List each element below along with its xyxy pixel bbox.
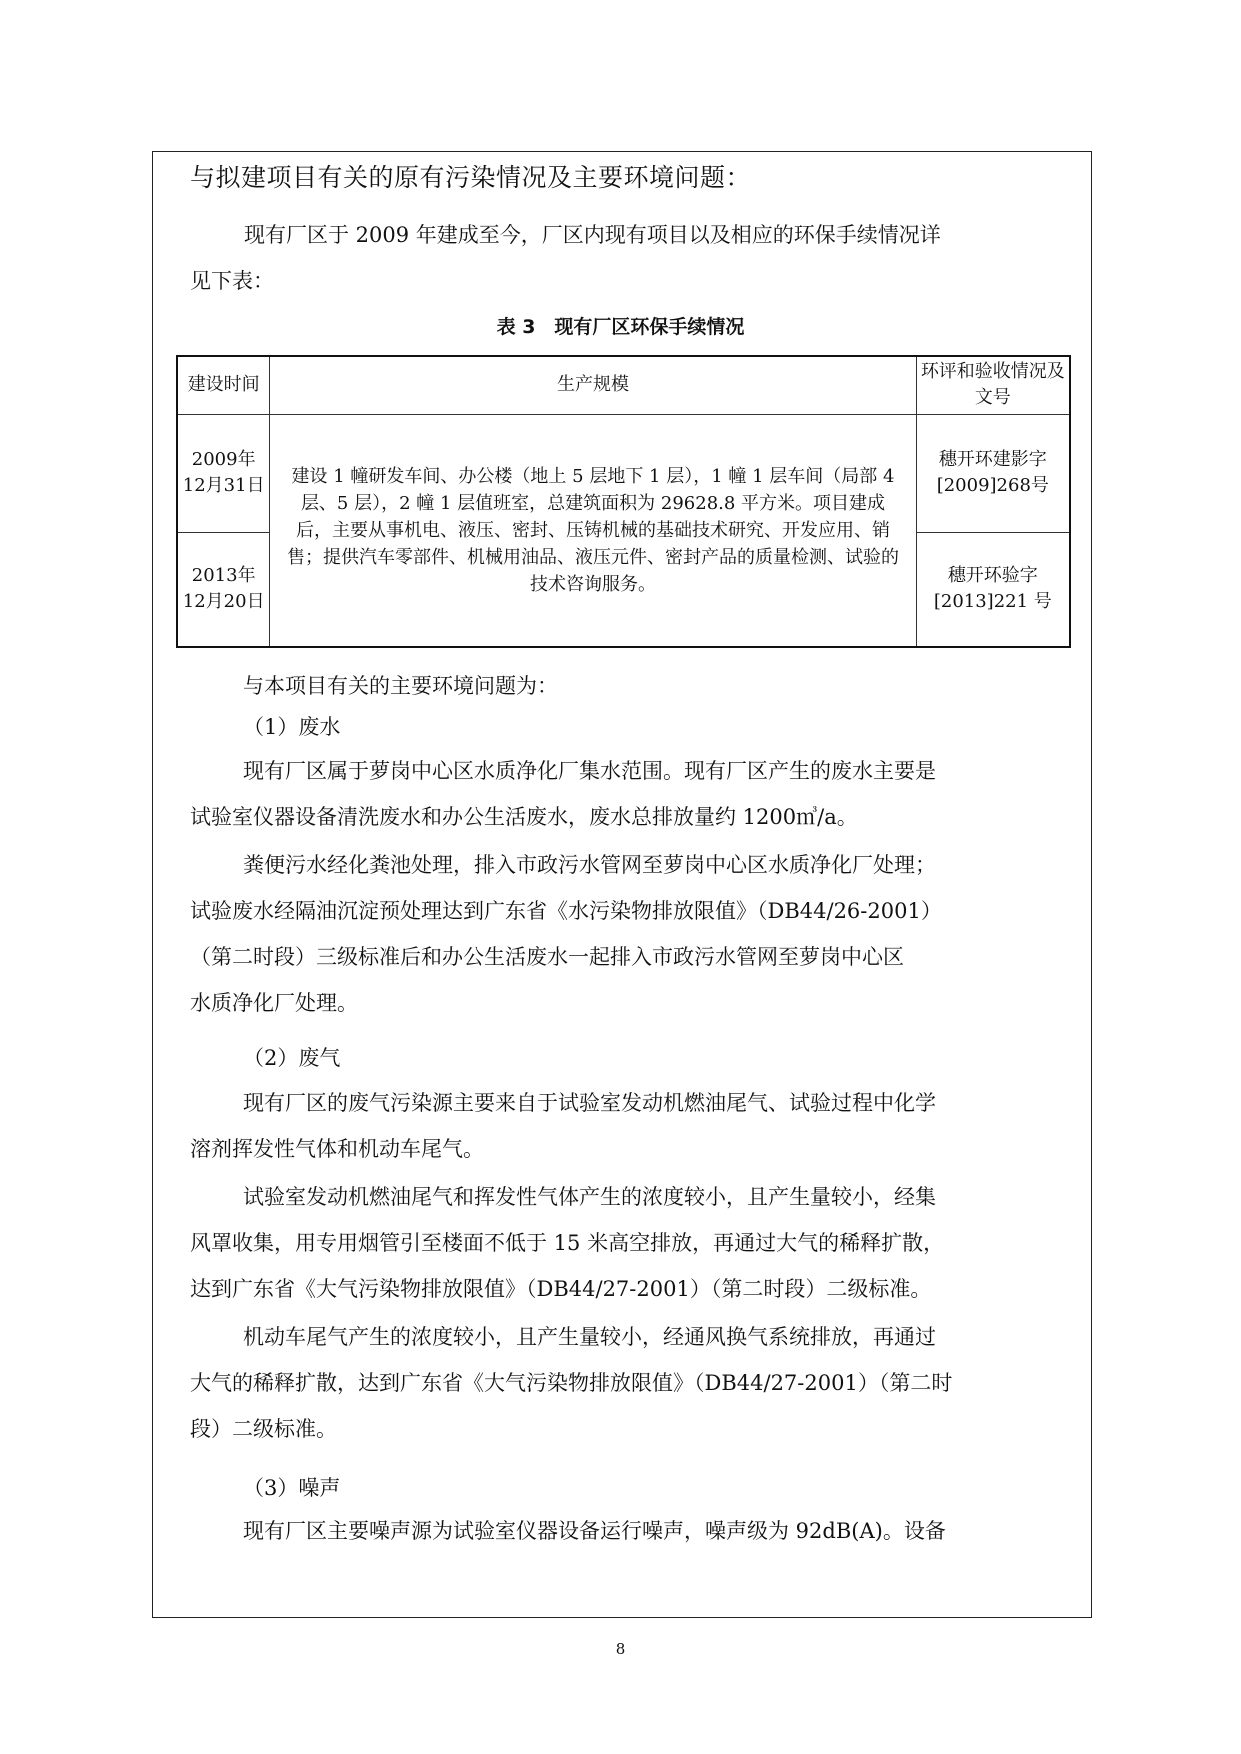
- section-title-exhaust-gas: （2）废气: [243, 1046, 341, 1070]
- text-line: 溶剂挥发性气体和机动车尾气。: [190, 1137, 484, 1161]
- text-line: 水质净化厂处理。: [190, 991, 358, 1015]
- section-title-wastewater: （1）废水: [243, 715, 341, 739]
- header-scale: 生产规模: [270, 356, 916, 414]
- row-approval: 穗开环验字[2013]221 号: [916, 532, 1070, 647]
- env-procedures-table: [176, 355, 1071, 648]
- text-line: 达到广东省《大气污染物排放限值》（DB44/27-2001）（第二时段）二级标准。: [190, 1277, 932, 1301]
- row-time: 2013年12月20日: [177, 532, 270, 647]
- header-time: 建设时间: [177, 356, 270, 414]
- text-line: 试验废水经隔油沉淀预处理达到广东省《水污染物排放限值》（DB44/26-2001）: [190, 899, 942, 923]
- text-line: 大气的稀释扩散，达到广东省《大气污染物排放限值》（DB44/27-2001）（第二时: [190, 1371, 953, 1395]
- row-time: 2009年12月31日: [177, 414, 270, 532]
- text-line: 风罩收集，用专用烟管引至楼面不低于 15 米高空排放，再通过大气的稀释扩散，: [190, 1231, 945, 1255]
- table-caption: 表 3 现有厂区环保手续情况: [496, 316, 745, 338]
- text-line: 现有厂区属于萝岗中心区水质净化厂集水范围。现有厂区产生的废水主要是: [243, 759, 936, 783]
- text-line: 现有厂区的废气污染源主要来自于试验室发动机燃油尾气、试验过程中化学: [243, 1091, 936, 1115]
- intro-line: 现有厂区于 2009 年建成至今，厂区内现有项目以及相应的环保手续情况详: [244, 223, 941, 247]
- header-approval: 环评和验收情况及文号: [916, 356, 1070, 414]
- production-scale-cell: 建设 1 幢研发车间、办公楼（地上 5 层地下 1 层），1 幢 1 层车间（局部 4 层、5 层），2 幢 1 层值班室，总建筑面积为 29628.8 平方米。项目建成后，主要从事机电、液压、密封、压铸机械的基础技术研究、开发应用、销售；提供汽车零部件、机械用油品、液压元件、密封产品的质量检测、试验的技术咨询服务。: [270, 414, 916, 647]
- text-line: 机动车尾气产生的浓度较小，且产生量较小，经通风换气系统排放，再通过: [243, 1325, 936, 1349]
- text-line: 试验室仪器设备清洗废水和办公生活废水，废水总排放量约 1200㎥/a。: [190, 805, 858, 829]
- section-heading: 与拟建项目有关的原有污染情况及主要环境问题：: [190, 163, 752, 192]
- intro-line: 见下表：: [190, 269, 274, 293]
- table-row: [177, 414, 1070, 532]
- row-approval: 穗开环建影字[2009]268号: [916, 414, 1070, 532]
- issues-intro: 与本项目有关的主要环境问题为：: [243, 674, 558, 698]
- noise-paragraph: 现有厂区主要噪声源为试验室仪器设备运行噪声，噪声级为 92dB(A)。设备: [243, 1519, 946, 1543]
- text-line: 段）二级标准。: [190, 1417, 337, 1441]
- text-line: 粪便污水经化粪池处理，排入市政污水管网至萝岗中心区水质净化厂处理；: [243, 853, 936, 877]
- table-header-row: [177, 356, 1070, 414]
- text-line: 试验室发动机燃油尾气和挥发性气体产生的浓度较小，且产生量较小，经集: [243, 1185, 936, 1209]
- page-number: 8: [615, 1640, 626, 1658]
- text-line: （第二时段）三级标准后和办公生活废水一起排入市政污水管网至萝岗中心区: [190, 945, 904, 969]
- section-title-noise: （3）噪声: [243, 1476, 341, 1500]
